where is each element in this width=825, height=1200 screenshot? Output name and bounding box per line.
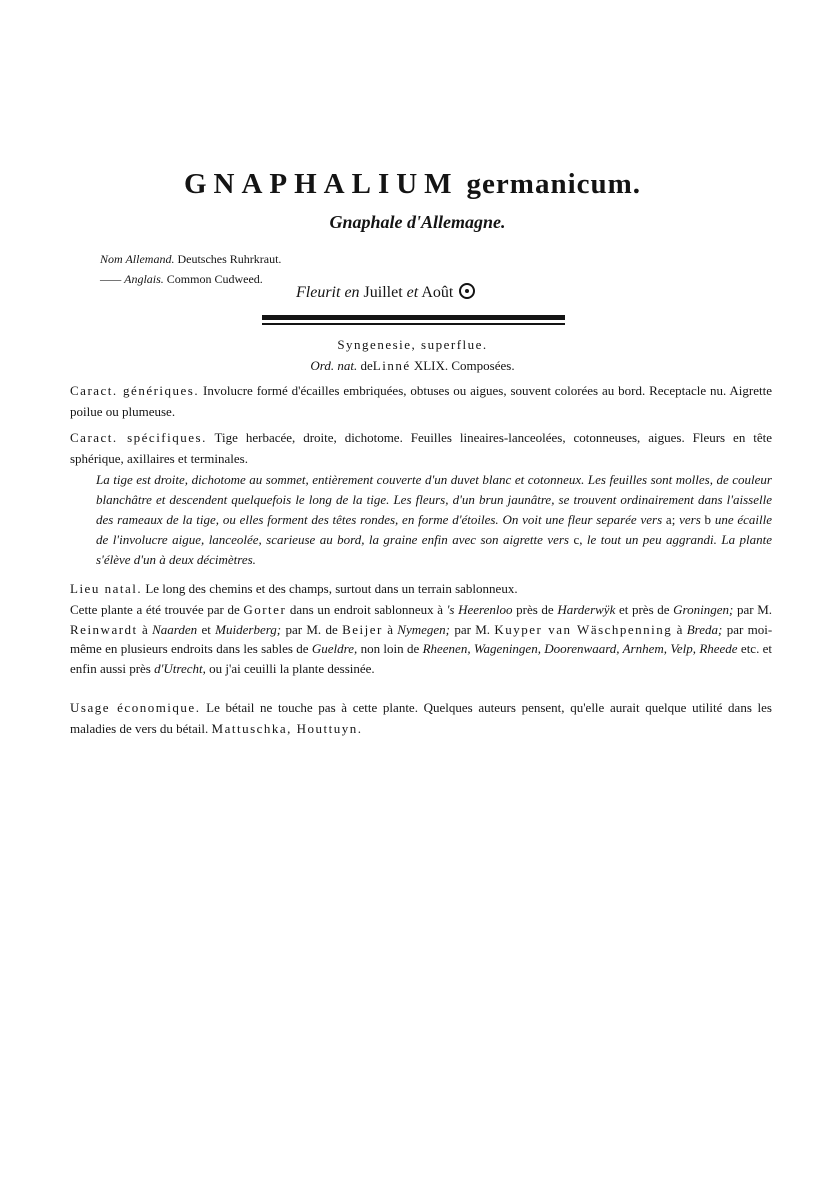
place-groningen: Groningen;: [673, 602, 734, 617]
page-title: [0, 166, 825, 202]
usage-authors: Mattuschka, Houttuyn.: [211, 721, 363, 736]
locations-text: ou j'ai ceuilli la plante dessinée.: [209, 660, 375, 676]
flowering-prefix: Fleurit: [296, 284, 341, 301]
place-muiderberg: Muiderberg;: [215, 621, 282, 637]
locations-text: par M.: [454, 621, 491, 637]
locations-text: et: [201, 621, 211, 637]
divider-thin: [262, 323, 565, 325]
ord-number: XLIX.: [413, 358, 449, 373]
german-value: Deutsches Ruhrkraut.: [177, 252, 282, 266]
generic-label: Caract. génériques.: [70, 383, 200, 398]
locations-text: par moi-même en plusieurs endroits dans les sables de: [70, 621, 773, 656]
habitat-text: Le long des chemins et des champs, surtout dans un terrain sablonneux.: [145, 581, 518, 596]
collector-reinwardt: Reinwardt: [70, 621, 138, 637]
ord-label: Ord. nat.: [310, 358, 358, 373]
figure-letter-a: a;: [665, 512, 676, 527]
perennial-symbol-icon: [459, 283, 475, 299]
german-name-row: [100, 249, 281, 269]
flowering-month-a: Juillet: [363, 284, 403, 301]
collector-gorter: Gorter: [243, 602, 287, 617]
specific-characters: [70, 427, 772, 469]
vernacular-names: [100, 249, 281, 289]
description-part-1: La tige est droite, dichotome au sommet, entièrement couverte d'un duvet blanc et cotonneux. Les feuilles sont molles, de couleur blanchâtre et descendent quelquefois le long de la tige. Les fleurs, d'un brun jaunâtre, se trouvent ordinairement dans l'aisselle des rameaux de la tige, ou elles forment des têtes rondes, en forme d'étoiles. On voit une fleur separée vers: [96, 472, 772, 527]
english-value: Common Cudweed.: [166, 272, 263, 286]
specific-text: Tige herbacée, droite, dichotome. Feuilles lineaires-lanceolées, cotonneuses, aigues. Fleurs en tête sphérique, axillaires et terminales.: [70, 430, 773, 466]
german-label: Nom Allemand.: [100, 252, 175, 266]
locations-text: à: [676, 621, 683, 637]
figure-letter-b: b: [704, 512, 712, 527]
locations-text: à: [141, 621, 148, 637]
description-part-4: le tout un peu aggrandi. La plante s'élève d'un à deux décimètres.: [96, 532, 773, 567]
ord-de: de: [360, 358, 373, 373]
linnaean-class: Syngenesie, superflue.: [337, 337, 488, 352]
common-name: Gnaphale d'Allemagne.: [329, 212, 506, 232]
locations-text: non loin de: [360, 641, 420, 656]
genus-name: GNAPHALIUM: [183, 168, 459, 200]
economic-usage: [70, 697, 772, 739]
locations-text: dans un endroit sablonneux à: [289, 602, 444, 617]
habitat-label: Lieu natal.: [70, 581, 143, 596]
habitat: [70, 578, 772, 599]
place-list: Rheenen, Wageningen, Doorenwaard, Arnhem, Velp, Rheede: [422, 641, 738, 656]
flowering-and: et: [406, 284, 419, 301]
ord-linne: Linné: [372, 358, 411, 373]
english-name-row: [100, 269, 281, 289]
locations-text: et près de: [618, 602, 670, 617]
divider-thick: [262, 315, 565, 320]
specific-label: Caract. spécifiques.: [70, 430, 207, 445]
place-gueldre: Gueldre,: [311, 641, 358, 656]
locations-text: près de: [516, 602, 554, 617]
place-heerenloo: 's Heerenloo: [446, 602, 513, 617]
locations-text: par M. de: [285, 621, 338, 637]
locations-text: Cette plante a été trouvée par de: [70, 602, 240, 617]
collector-kuyper: Kuyper van Wäschpenning: [494, 621, 673, 637]
usage-text: Le bétail ne touche pas à cette plante. Quelques auteurs pensent, qu'elle aurait quelque utilité dans les maladies de vers du bétail.: [70, 700, 772, 736]
place-breda: Breda;: [686, 621, 723, 637]
place-naarden: Naarden: [152, 621, 198, 637]
generic-text: Involucre formé d'écailles embriquées, obtuses ou aigues, souvent colorées au bord. Receptacle nu. Aigrette poilue ou plumeuse.: [70, 383, 773, 419]
generic-characters: [70, 380, 772, 422]
locations-text: à: [387, 621, 393, 637]
place-nymegen: Nymegen;: [397, 621, 450, 637]
flowering-month-b: Août: [421, 284, 454, 301]
description-part-3: une écaille de l'involucre aigue, lanceolée, scarieuse au bord, la graine enfin avec son aigrette vers: [96, 512, 773, 547]
species-name: germanicum.: [466, 168, 642, 200]
plant-description: [96, 470, 772, 570]
ord-family: Composées.: [451, 358, 515, 373]
flowering-in: en: [344, 284, 360, 301]
flowering-line: [296, 282, 475, 304]
usage-label: Usage économique.: [70, 700, 201, 715]
natural-order: [0, 357, 825, 375]
place-harderwijk: Harderwÿk: [557, 602, 616, 617]
locations: [70, 600, 772, 678]
locations-text: etc. et enfin aussi près: [70, 641, 773, 676]
place-utrecht: d'Utrecht,: [154, 660, 206, 676]
collector-beijer: Beijer: [342, 621, 383, 637]
figure-letter-c: c,: [573, 532, 583, 547]
description-part-2: vers: [679, 512, 701, 527]
locations-text: par M.: [736, 602, 773, 617]
english-label: —— Anglais.: [100, 272, 164, 286]
